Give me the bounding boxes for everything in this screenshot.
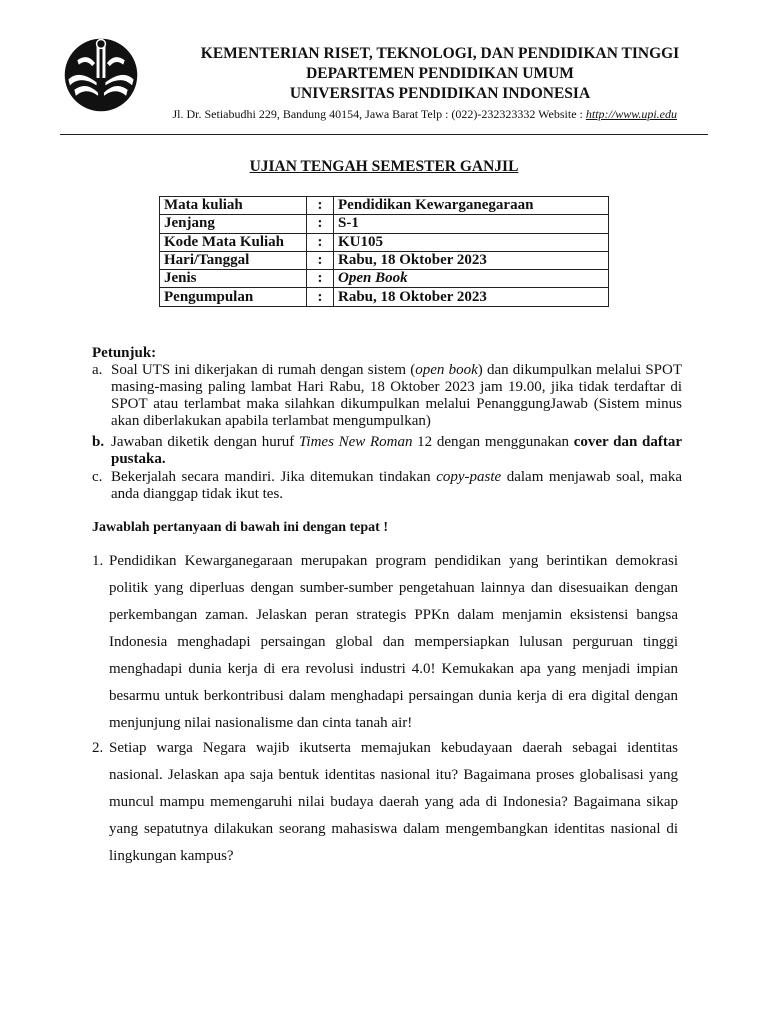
table-row bbox=[160, 197, 609, 215]
instruction-emphasis: copy-paste bbox=[436, 469, 502, 485]
table-row bbox=[160, 270, 609, 288]
info-value: Pendidikan Kewarganegaraan bbox=[334, 197, 609, 215]
university-address bbox=[140, 106, 677, 122]
instruction-text-part: Bekerjalah secara mandiri. Jika ditemukan tindakan bbox=[111, 469, 437, 485]
question-number: 2. bbox=[92, 740, 104, 756]
exam-title: UJIAN TENGAH SEMESTER GANJIL bbox=[249, 158, 519, 175]
instructions-heading: Petunjuk: bbox=[92, 345, 157, 361]
website-link[interactable]: http://www.upi.edu bbox=[585, 107, 677, 121]
instruction-text-part: Jawaban diketik dengan huruf bbox=[111, 434, 299, 450]
info-key: Hari/Tanggal bbox=[160, 251, 307, 269]
info-colon: : bbox=[307, 197, 334, 215]
instruction-text-part: dalam menjawab soal, maka anda dianggap tidak ikut tes. bbox=[111, 469, 683, 502]
info-colon: : bbox=[307, 233, 334, 251]
info-colon: : bbox=[307, 215, 334, 233]
table-row bbox=[160, 251, 609, 269]
info-key: Mata kuliah bbox=[160, 197, 307, 215]
instruction-text-part: Soal UTS ini dikerjakan di rumah dengan sistem ( bbox=[111, 362, 416, 378]
letterhead-divider bbox=[60, 134, 708, 135]
info-key: Jenis bbox=[160, 270, 307, 288]
instruction-text bbox=[111, 362, 682, 430]
university-logo bbox=[64, 38, 138, 112]
question-number: 1. bbox=[92, 553, 104, 569]
department-name: DEPARTEMEN PENDIDIKAN UMUM bbox=[306, 65, 574, 82]
instruction-item-a bbox=[92, 362, 682, 430]
info-key: Jenjang bbox=[160, 215, 307, 233]
info-key: Kode Mata Kuliah bbox=[160, 233, 307, 251]
table-row bbox=[160, 215, 609, 233]
instruction-marker: a. bbox=[92, 362, 103, 378]
info-colon: : bbox=[307, 270, 334, 288]
info-key: Pengumpulan bbox=[160, 288, 307, 306]
exam-info-table bbox=[159, 196, 609, 307]
question-text: Pendidikan Kewarganegaraan merupakan program pendidikan yang berintikan demokrasi politik yang diperluas dengan sumber-sumber pengetahuan lainnya dan disesuaikan dengan perkembangan zaman. Jelaskan peran strategis PPKn dalam menjamin eksistensi bangsa Indonesia menghadapi persaingan global dan mempersiapkan lulusan perguruan tinggi menghadapi dunia kerja di era revolusi industri 4.0! Kemukakan apa yang menjadi impian besarmu untuk berkontribusi dalam menghadapi persaingan dunia kerja di era digital dengan menjunjung nilai nasionalisme dan cinta tanah air! bbox=[109, 553, 678, 731]
instruction-text bbox=[111, 469, 682, 503]
info-value: S-1 bbox=[334, 215, 609, 233]
info-value: Rabu, 18 Oktober 2023 bbox=[334, 251, 609, 269]
instruction-item-b bbox=[92, 434, 682, 468]
instruction-emphasis: open book bbox=[415, 362, 478, 378]
info-colon: : bbox=[307, 288, 334, 306]
instruction-bold: cover dan daftar pustaka. bbox=[111, 434, 682, 467]
info-value: KU105 bbox=[334, 233, 609, 251]
instruction-text-part: 12 dengan menggunakan bbox=[412, 434, 574, 450]
instruction-emphasis: Times New Roman bbox=[298, 434, 413, 450]
ministry-name: KEMENTERIAN RISET, TEKNOLOGI, DAN PENDIDIKAN TINGGI bbox=[200, 45, 680, 62]
instruction-text bbox=[111, 434, 682, 468]
table-row bbox=[160, 233, 609, 251]
instruction-marker: b. bbox=[92, 434, 105, 450]
info-value: Open Book bbox=[334, 270, 609, 288]
question-2 bbox=[92, 735, 678, 870]
question-1 bbox=[92, 548, 678, 737]
instruction-marker: c. bbox=[92, 469, 103, 485]
questions-heading: Jawablah pertanyaan di bawah ini dengan tepat ! bbox=[92, 520, 389, 535]
letterhead bbox=[140, 44, 740, 104]
university-name: UNIVERSITAS PENDIDIKAN INDONESIA bbox=[289, 85, 591, 102]
instruction-item-c bbox=[92, 469, 682, 503]
question-text: Setiap warga Negara wajib ikutserta memajukan kebudayaan daerah sebagai identitas nasional. Jelaskan apa saja bentuk identitas nasional itu? Bagaimana proses globalisasi yang muncul mampu memengaruhi nilai budaya daerah yang ada di Indonesia? Bagaimana sikap yang sepatutnya dilakukan seorang mahasiswa dalam mengembangkan identitas nasional di lingkungan kampus? bbox=[109, 740, 678, 864]
info-value: Rabu, 18 Oktober 2023 bbox=[334, 288, 609, 306]
address-text: Jl. Dr. Setiabudhi 229, Bandung 40154, Jawa Barat Telp : (022)-232323332 Website : bbox=[172, 107, 586, 121]
instruction-text-part: ) dan dikumpulkan melalui SPOT masing-masing paling lambat Hari Rabu, 18 Oktober 2023 jam 19.00, jika tidak terdaftar di SPOT atau terlambat maka silahkan dikumpulkan melalui PenanggungJawab (Sistem minus akan diberlakukan apabila terlambat mengumpulkan) bbox=[111, 362, 682, 429]
table-row bbox=[160, 288, 609, 306]
info-colon: : bbox=[307, 251, 334, 269]
